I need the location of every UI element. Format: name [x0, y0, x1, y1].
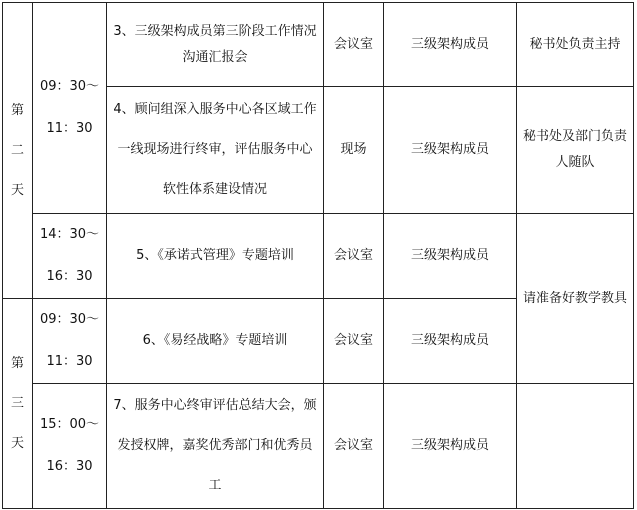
venue-cell: 会议室 — [324, 214, 384, 299]
agenda-item: 3、三级架构成员第三阶段工作情况沟通汇报会 — [107, 3, 324, 87]
time-end: 16：30 — [46, 269, 93, 284]
note-cell: 请准备好教学教具 — [517, 214, 634, 384]
time-end: 11：30 — [46, 354, 93, 369]
note-cell — [517, 384, 634, 509]
time-start: 15：00～ — [39, 417, 100, 432]
time-start: 09：30～ — [39, 79, 100, 94]
venue-cell: 会议室 — [324, 299, 384, 384]
time-start: 14：30～ — [39, 227, 100, 242]
day-label: 第二天 — [11, 102, 25, 198]
venue-cell: 会议室 — [324, 384, 384, 509]
time-start: 09：30～ — [39, 312, 100, 327]
day-label: 第三天 — [11, 355, 25, 451]
participants-cell: 三级架构成员 — [384, 87, 517, 214]
agenda-item: 7、服务中心终审评估总结大会，颁发授权牌，嘉奖优秀部门和优秀员工 — [107, 384, 324, 509]
time-end: 16：30 — [46, 459, 93, 474]
participants-cell: 三级架构成员 — [384, 3, 517, 87]
time-cell — [33, 384, 107, 509]
day-cell — [3, 299, 33, 509]
participants-cell: 三级架构成员 — [384, 299, 517, 384]
participants-cell: 三级架构成员 — [384, 214, 517, 299]
schedule-table — [2, 2, 634, 509]
table-row — [3, 214, 634, 299]
table-row — [3, 3, 634, 87]
time-cell — [33, 3, 107, 214]
time-end: 11：30 — [46, 121, 93, 136]
table-row — [3, 384, 634, 509]
venue-cell: 会议室 — [324, 3, 384, 87]
time-cell — [33, 214, 107, 299]
agenda-item: 6、《易经战略》专题培训 — [107, 299, 324, 384]
time-cell — [33, 299, 107, 384]
agenda-item: 5、《承诺式管理》专题培训 — [107, 214, 324, 299]
venue-cell: 现场 — [324, 87, 384, 214]
day-cell — [3, 3, 33, 299]
note-cell: 秘书处及部门负责人随队 — [517, 87, 634, 214]
agenda-item: 4、顾问组深入服务中心各区域工作一线现场进行终审，评估服务中心软性体系建设情况 — [107, 87, 324, 214]
note-cell: 秘书处负责主持 — [517, 3, 634, 87]
participants-cell: 三级架构成员 — [384, 384, 517, 509]
